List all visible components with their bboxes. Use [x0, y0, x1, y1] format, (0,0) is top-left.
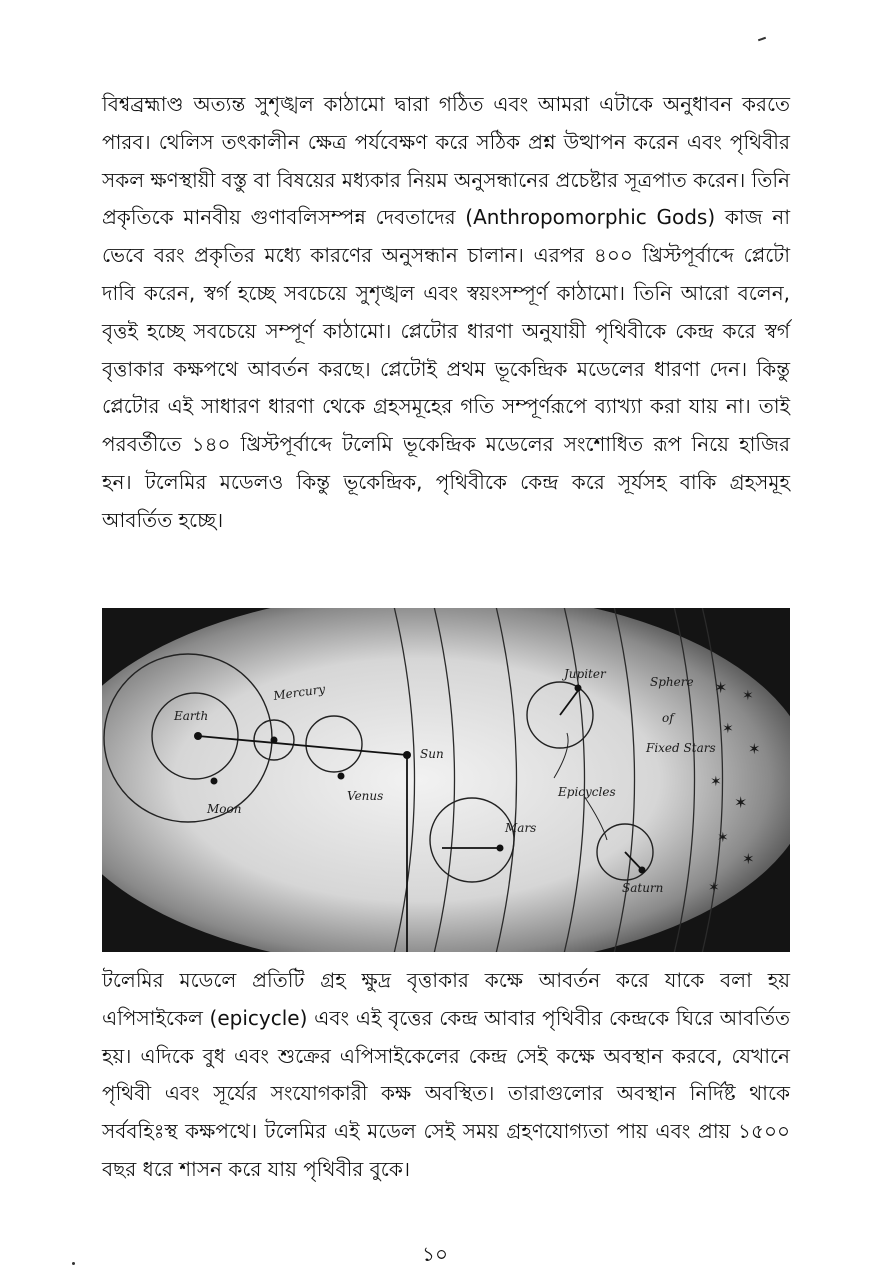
epicycles-label: Epicycles: [558, 785, 616, 799]
jupiter-label: Jupiter: [564, 667, 606, 681]
svg-text:✶: ✶: [717, 830, 729, 846]
earth-dot: [194, 732, 202, 740]
scan-mark: [758, 37, 766, 42]
svg-text:✶: ✶: [748, 740, 761, 758]
mars-dot: [497, 845, 504, 852]
mercury-dot: [271, 737, 278, 744]
svg-text:✶: ✶: [708, 880, 720, 896]
saturn-label: Saturn: [622, 881, 664, 895]
svg-text:✶: ✶: [710, 774, 722, 790]
earth-label: Earth: [174, 709, 209, 723]
svg-text:✶: ✶: [714, 678, 728, 697]
jupiter-dot: [575, 685, 582, 692]
page-number: ১০: [422, 1242, 448, 1266]
sphere-label-line3: Fixed Stars: [646, 741, 716, 755]
moon-label: Moon: [207, 802, 242, 816]
body-paragraph-1: বিশ্বব্রহ্মাণ্ড অত্যন্ত সুশৃঙ্খল কাঠামো দ্বারা গঠিত এবং আমরা এটাকে অনুধাবন করতে পারব। থেলিস তৎকালীন ক্ষেত্র পর্যবেক্ষণ করে সঠিক প্রশ্ন উত্থাপন করেন এবং পৃথিবীর সকল ক্ষণস্থায়ী বস্তু বা বিষয়ের মধ্যকার নিয়ম অনুসন্ধানের প্রচেষ্টার সূত্রপাত করেন। তিনি প্রকৃতিকে মানবীয় গুণাবলিসম্পন্ন দেবতাদের (Anthropomorphic Gods) কাজ না ভেবে বরং প্রকৃতির মধ্যে কারণের অনুসন্ধান চালান। এরপর ৪০০ খ্রিস্টপূর্বাব্দে প্লেটো দাবি করেন, স্বর্গ হচ্ছে সবচেয়ে সুশৃঙ্খল এবং স্বয়ংসম্পূর্ণ কাঠামো। তিনি আরো বলেন, বৃত্তই হচ্ছে সবচেয়ে সম্পূর্ণ কাঠামো। প্লেটোর ধারণা অনুযায়ী পৃথিবীকে কেন্দ্র করে স্বর্গ বৃত্তাকার কক্ষপথে আবর্তন করছে। প্লেটোই প্রথম ভূকেন্দ্রিক মডেলের ধারণা দেন। কিন্তু প্লেটোর এই সাধারণ ধারণা থেকে গ্রহসমূহের গতি সম্পূর্ণরূপে ব্যাখ্যা করা যায় না। তাই পরবর্তীতে ১৪০ খ্রিস্টপূর্বাব্দে টলেমি ভূকেন্দ্রিক মডেলের সংশোধিত রূপ নিয়ে হাজির হন। টলেমির মডেলও কিন্তু ভূকেন্দ্রিক, পৃথিবীকে কেন্দ্র করে সূর্যসহ বাকি গ্রহসমূহ আবর্তিত হচ্ছে।: [102, 92, 790, 532]
sun-dot: [403, 751, 411, 759]
svg-text:✶: ✶: [722, 721, 734, 737]
mercury-label: Mercury: [272, 681, 327, 703]
svg-text:✶: ✶: [742, 850, 755, 868]
ptolemaic-model-figure: [102, 608, 790, 952]
svg-text:✶: ✶: [734, 793, 748, 812]
sun-label: Sun: [420, 747, 444, 761]
svg-text:✶: ✶: [742, 688, 754, 704]
scan-mark: [72, 1262, 75, 1265]
moon-dot: [211, 778, 218, 785]
sphere-label-line1: Sphere: [650, 675, 694, 689]
ptolemaic-model-diagram: [102, 608, 790, 952]
saturn-dot: [639, 867, 646, 874]
venus-label: Venus: [347, 789, 384, 803]
mars-label: Mars: [505, 821, 537, 835]
venus-dot: [338, 773, 345, 780]
body-paragraph-2: টলেমির মডেলে প্রতিটি গ্রহ ক্ষুদ্র বৃত্তাকার কক্ষে আবর্তন করে যাকে বলা হয় এপিসাইকেল (epicycle) এবং এই বৃত্তের কেন্দ্র আবার পৃথিবীর কেন্দ্রকে ঘিরে আবর্তিত হয়। এদিকে বুধ এবং শুক্রের এপিসাইকেলের কেন্দ্র সেই কক্ষে অবস্থান করবে, যেখানে পৃথিবী এবং সূর্যের সংযোগকারী কক্ষ অবস্থিত। তারাগুলোর অবস্থান নির্দিষ্ট থাকে সর্ববহিঃস্থ কক্ষপথে। টলেমির এই মডেল সেই সময় গ্রহণযোগ্যতা পায় এবং প্রায় ১৫০০ বছর ধরে শাসন করে যায় পৃথিবীর বুকে।: [102, 968, 790, 1181]
sphere-label-line2: of: [662, 711, 674, 725]
